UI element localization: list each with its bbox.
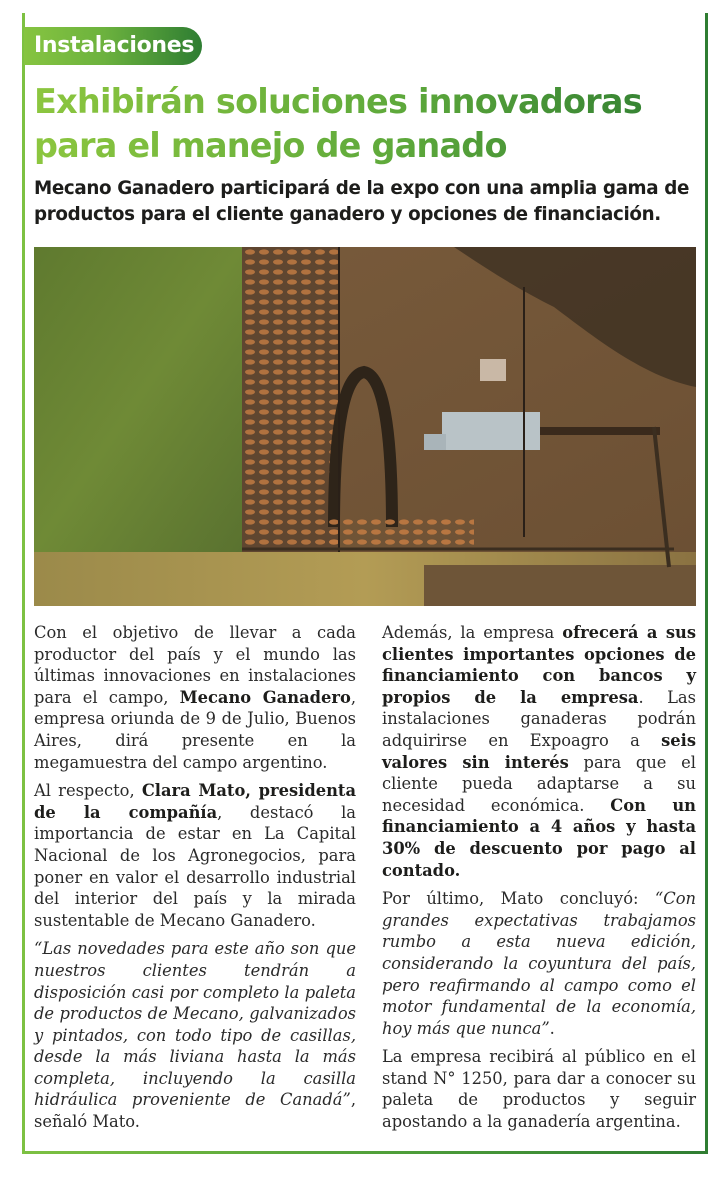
subheadline: Mecano Ganadero participará de la expo con una amplia gama de productos para el cliente ganadero y opciones de financiación.: [34, 178, 690, 225]
article-column-left: [34, 622, 356, 1140]
paragraph-text: . Las instalaciones ganaderas podrán adquirirse en Expoagro a: [382, 687, 696, 750]
company-name-bold: Mecano Ganadero: [179, 687, 351, 707]
paragraph-3-quote: [34, 938, 356, 1132]
installments-bold: seis valores sin interés: [382, 730, 696, 772]
aerial-cattle-corral-image: [34, 247, 696, 606]
discount-bold: Con un financiamiento a 4 años y hasta 30% de descuento por pago al contado.: [382, 795, 696, 880]
section-badge: Instalaciones: [24, 27, 202, 65]
quote-text: “Con grandes expectativas trabajamos rumbo a esta nueva edición, considerando la coyuntura del país, pero reafirmando al campo como el motor fundamental de la economía, hoy más que nunca”: [382, 889, 696, 1038]
paragraph-text: , señaló Mato.: [34, 1090, 356, 1132]
paragraph-text: , destacó la importancia de estar en La Capital Nacional de los Agronegocios, para poner en valor el desarrollo industrial del interior del país y la mirada sustentable de Mecano Ganadero.: [34, 802, 356, 930]
paragraph-text: La empresa recibirá al público en el stand N° 1250, para dar a conocer su paleta de productos y seguir apostando a la ganadería argentina.: [382, 1047, 696, 1132]
paragraph-text: Por último, Mato concluyó:: [382, 889, 655, 909]
headline: Exhibirán soluciones innovadoras para el manejo de ganado: [34, 80, 694, 168]
article-photo: [34, 247, 696, 606]
article-frame-bottom: [22, 1151, 708, 1154]
person-name-bold: Clara Mato, presidenta de la compañía: [34, 781, 356, 822]
paragraph-text: Con el objetivo de llevar a cada productor del país y el mundo las últimas innovaciones en instalaciones para el campo,: [34, 623, 356, 707]
quote-text: “Las novedades para este año son que nuestros clientes tendrán a disposición casi por completo la paleta de productos de Mecano, galvanizados y pintados, con todo tipo de casillas, desde la más liviana hasta la más completa, incluyendo la casilla hidráulica proveniente de Canadá”: [34, 939, 356, 1110]
paragraph-1: [34, 622, 356, 773]
paragraph-5: [382, 888, 696, 1039]
paragraph-text: , empresa oriunda de 9 de Julio, Buenos Aires, dirá presente en la megamuestra del campo argentino.: [34, 687, 356, 772]
financing-bold: ofrecerá a sus clientes importantes opciones de financiamiento con bancos y propios de la empresa: [382, 623, 696, 707]
paragraph-6: [382, 1046, 696, 1132]
paragraph-text: .: [549, 1018, 555, 1038]
paragraph-text: Al respecto,: [34, 781, 142, 801]
paragraph-4: [382, 622, 696, 881]
paragraph-text: Además, la empresa: [382, 623, 563, 642]
article-column-right: [382, 622, 696, 1140]
paragraph-text: para que el cliente pueda adaptarse a su necesidad económica.: [382, 752, 697, 815]
paragraph-2: [34, 780, 356, 931]
